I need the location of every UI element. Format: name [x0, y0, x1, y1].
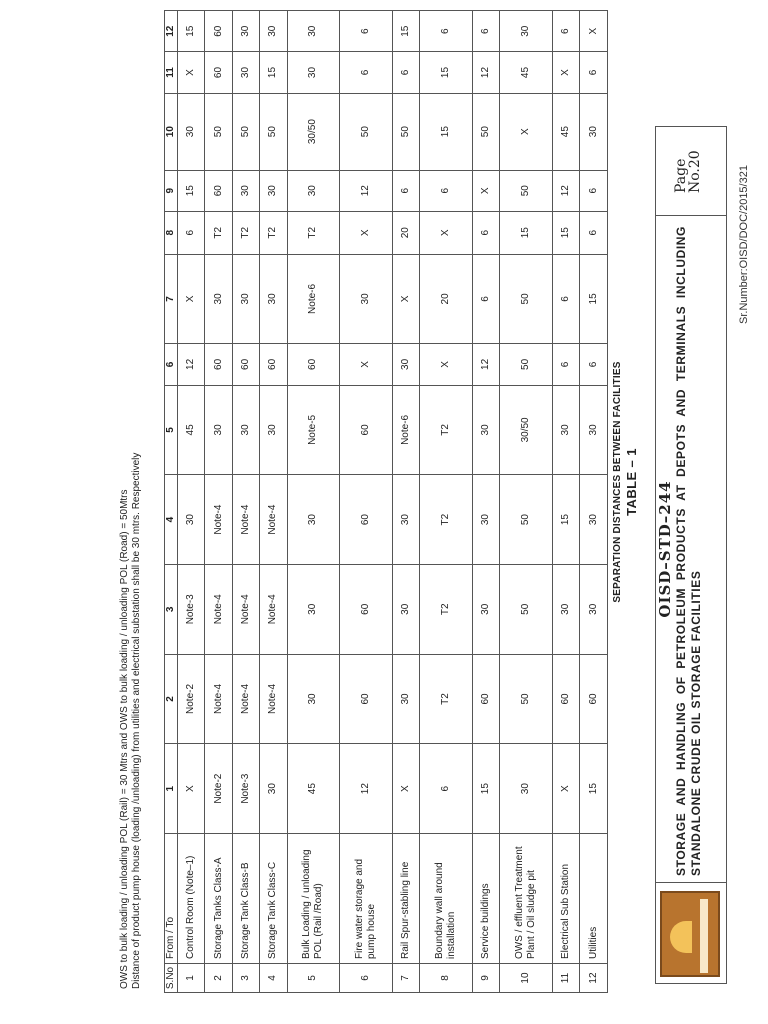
distance-cell: T2	[260, 211, 287, 254]
distance-cell: T2	[420, 475, 473, 565]
distance-cell: Note-4	[205, 654, 232, 744]
distance-cell: 60	[340, 564, 393, 654]
header-from-to: From / To	[165, 834, 178, 964]
distance-cell: 15	[420, 52, 473, 93]
distance-cell: 6	[392, 170, 419, 211]
distance-cell: Note-2	[178, 654, 205, 744]
header-col-1: 1	[165, 744, 178, 834]
distance-cell: 15	[580, 254, 608, 344]
row-facility: Rail Spur-stabling line	[392, 834, 419, 964]
distance-cell: 30	[287, 654, 340, 744]
distance-cell: 50	[500, 654, 553, 744]
distance-cell: 30	[232, 385, 259, 475]
table-row	[553, 11, 580, 993]
distance-cell: 30	[287, 52, 340, 93]
distance-cell: X	[178, 744, 205, 834]
distance-cell: 12	[553, 170, 580, 211]
distance-cell: 20	[420, 254, 473, 344]
distance-cell: 30	[580, 93, 608, 170]
distance-cell: 6	[340, 52, 393, 93]
distance-cell: 6	[580, 170, 608, 211]
distance-cell: 60	[553, 654, 580, 744]
distance-cell: 15	[392, 11, 419, 52]
distance-cell: 30	[580, 385, 608, 475]
distance-cell: X	[178, 254, 205, 344]
distance-cell: Note-3	[232, 744, 259, 834]
header-col-7: 7	[165, 254, 178, 344]
distance-cell: 6	[420, 11, 473, 52]
distance-cell: 30	[392, 654, 419, 744]
distance-cell: 50	[473, 93, 500, 170]
header-col-10: 10	[165, 93, 178, 170]
table-row	[420, 11, 473, 993]
distance-cell: 30	[287, 475, 340, 565]
distance-cell: 30	[260, 170, 287, 211]
distance-cell: Note-4	[232, 564, 259, 654]
row-facility: Storage Tank Class-B	[232, 834, 259, 964]
distance-cell: 60	[205, 52, 232, 93]
distance-cell: 60	[205, 170, 232, 211]
distance-cell: 30	[287, 170, 340, 211]
header-col-4: 4	[165, 475, 178, 565]
table-row	[392, 11, 419, 993]
row-facility: Fire water storage and pump house	[340, 834, 393, 964]
distance-cell: 30	[473, 475, 500, 565]
standard-number: OISD–STD–244	[656, 480, 674, 618]
distance-cell: Note-4	[260, 475, 287, 565]
distance-cell: 6	[553, 344, 580, 385]
distance-cell: 6	[473, 11, 500, 52]
distance-cell: 30	[178, 475, 205, 565]
distance-cell: 45	[553, 93, 580, 170]
distance-cell: X	[178, 52, 205, 93]
distance-cell: 30	[392, 344, 419, 385]
distance-cell: 30	[232, 254, 259, 344]
distance-cell: T2	[420, 654, 473, 744]
note-line: Distance of product pump house (loading /unloading) from utilities and electrical substation shall be 30 mtrs. Respectively	[131, 452, 142, 989]
distance-cell: Note-6	[392, 385, 419, 475]
row-facility: Boundary wall around installation	[420, 834, 473, 964]
distance-cell: Note-4	[232, 654, 259, 744]
row-sno: 12	[580, 964, 608, 993]
distance-cell: 30	[392, 564, 419, 654]
distance-cell: 60	[340, 385, 393, 475]
distance-cell: Note-4	[260, 564, 287, 654]
distance-cell: 30	[205, 254, 232, 344]
distance-cell: Note-4	[260, 654, 287, 744]
distance-cell: X	[500, 93, 553, 170]
distance-cell: 60	[580, 654, 608, 744]
distance-cell: 15	[178, 170, 205, 211]
row-sno: 2	[205, 964, 232, 993]
distance-cell: 60	[473, 654, 500, 744]
distance-cell: 12	[473, 52, 500, 93]
header-col-12: 12	[165, 11, 178, 52]
distance-cell: 6	[178, 211, 205, 254]
header-col-8: 8	[165, 211, 178, 254]
distance-cell: T2	[420, 385, 473, 475]
distance-cell: 30	[260, 254, 287, 344]
row-facility: Service buildings	[473, 834, 500, 964]
distance-cell: X	[392, 744, 419, 834]
distance-cell: 20	[392, 211, 419, 254]
header-col-6: 6	[165, 344, 178, 385]
page-label: Page	[673, 158, 689, 193]
distance-cell: Note-6	[287, 254, 340, 344]
distance-cell: 45	[178, 385, 205, 475]
row-facility: Bulk Loading / unloading POL (Rail /Road)	[287, 834, 340, 964]
table-title: TABLE – 1	[624, 448, 639, 516]
row-facility: Utilities	[580, 834, 608, 964]
distance-cell: X	[392, 254, 419, 344]
distance-cell: 45	[500, 52, 553, 93]
header-sno: S.No	[165, 964, 178, 993]
distance-cell: 30	[473, 385, 500, 475]
distance-cell: 60	[260, 344, 287, 385]
distance-cell: X	[553, 52, 580, 93]
header-col-11: 11	[165, 52, 178, 93]
distance-cell: 30	[340, 254, 393, 344]
distance-cell: 15	[553, 475, 580, 565]
document-header	[655, 126, 727, 984]
distance-cell: 15	[553, 211, 580, 254]
distance-cell: 50	[205, 93, 232, 170]
row-sno: 9	[473, 964, 500, 993]
distance-cell: 30	[287, 564, 340, 654]
distance-cell: 50	[500, 254, 553, 344]
distance-cell: 12	[340, 170, 393, 211]
table-row	[580, 11, 608, 993]
distance-cell: 30	[500, 11, 553, 52]
distance-cell: 50	[500, 564, 553, 654]
distance-cell: 30	[260, 744, 287, 834]
distance-cell: X	[473, 170, 500, 211]
distance-cell: 50	[500, 475, 553, 565]
distance-cell: 50	[340, 93, 393, 170]
distance-cell: 15	[580, 744, 608, 834]
table-row	[260, 11, 287, 993]
row-sno: 1	[178, 964, 205, 993]
table-row	[205, 11, 232, 993]
distance-cell: X	[580, 11, 608, 52]
distance-cell: X	[420, 211, 473, 254]
header-col-3: 3	[165, 564, 178, 654]
distance-cell: 15	[260, 52, 287, 93]
distance-cell: 50	[392, 93, 419, 170]
distance-cell: Note-4	[232, 475, 259, 565]
page-number: No.20	[687, 150, 703, 193]
header-col-5: 5	[165, 385, 178, 475]
table-subtitle: SEPARATION DISTANCES BETWEEN FACILITIES	[612, 361, 623, 603]
row-sno: 10	[500, 964, 553, 993]
row-facility: Storage Tanks Class-A	[205, 834, 232, 964]
distance-cell: T2	[420, 564, 473, 654]
distance-cell: 30	[553, 564, 580, 654]
distance-cell: X	[420, 344, 473, 385]
distance-cell: 30	[178, 93, 205, 170]
row-sno: 6	[340, 964, 393, 993]
distance-cell: 30	[260, 385, 287, 475]
oisd-logo	[656, 882, 726, 983]
table-row	[340, 11, 393, 993]
standard-title-block	[656, 215, 726, 882]
distance-cell: 60	[287, 344, 340, 385]
distance-cell: 6	[553, 11, 580, 52]
distance-cell: 50	[500, 344, 553, 385]
distance-cell: 30	[580, 564, 608, 654]
distance-cell: 30	[232, 11, 259, 52]
distance-cell: 50	[500, 170, 553, 211]
distance-cell: 30	[232, 170, 259, 211]
table-row	[178, 11, 205, 993]
distance-cell: 30	[553, 385, 580, 475]
distance-cell: 60	[340, 654, 393, 744]
distance-cell: 6	[473, 211, 500, 254]
table-header-row	[165, 11, 178, 993]
distance-cell: 60	[232, 344, 259, 385]
distance-cell: 6	[473, 254, 500, 344]
distance-cell: 50	[232, 93, 259, 170]
distance-cell: 12	[473, 344, 500, 385]
distance-cell: 30	[392, 475, 419, 565]
distance-cell: 12	[340, 744, 393, 834]
distance-cell: Note-4	[205, 564, 232, 654]
distance-cell: T2	[287, 211, 340, 254]
row-sno: 4	[260, 964, 287, 993]
header-col-2: 2	[165, 654, 178, 744]
notes	[119, 189, 143, 989]
distance-cell: 30/50	[500, 385, 553, 475]
distance-cell: X	[340, 344, 393, 385]
distance-cell: 6	[392, 52, 419, 93]
row-facility: OWS / effluent Treatment Plant / Oil sludge pit	[500, 834, 553, 964]
row-facility: Storage Tank Class-C	[260, 834, 287, 964]
distance-cell: 30	[580, 475, 608, 565]
distance-cell: 50	[260, 93, 287, 170]
distance-cell: 6	[553, 254, 580, 344]
distance-cell: 30	[260, 11, 287, 52]
distance-cell: 15	[473, 744, 500, 834]
distance-cell: 45	[287, 744, 340, 834]
distance-cell: X	[553, 744, 580, 834]
distance-cell: T2	[205, 211, 232, 254]
distance-cell: 30	[232, 52, 259, 93]
table-row	[473, 11, 500, 993]
distance-cell: 60	[205, 11, 232, 52]
row-sno: 11	[553, 964, 580, 993]
distance-cell: 30	[473, 564, 500, 654]
header-col-9: 9	[165, 170, 178, 211]
distance-cell: 30/50	[287, 93, 340, 170]
distance-cell: Note-2	[205, 744, 232, 834]
distance-cell: 60	[205, 344, 232, 385]
distance-cell: 6	[580, 52, 608, 93]
table-row	[232, 11, 259, 993]
distance-cell: 15	[420, 93, 473, 170]
distance-cell: T2	[232, 211, 259, 254]
row-sno: 3	[232, 964, 259, 993]
separation-distance-table	[164, 10, 608, 993]
row-sno: 5	[287, 964, 340, 993]
row-facility: Electrical Sub Station	[553, 834, 580, 964]
note-line: OWS to bulk loading / unloading POL (Rail) = 30 Mtrs and OWS to bulk loading / unloading POL (Road) = 50Mtrs	[119, 489, 130, 989]
distance-cell: 6	[580, 211, 608, 254]
table-row	[287, 11, 340, 993]
table-row	[500, 11, 553, 993]
distance-cell: 12	[178, 344, 205, 385]
document-serial-number: Sr.Number:OISD/DOC/2015/321	[738, 165, 750, 324]
distance-cell: 30	[500, 744, 553, 834]
distance-cell: Note-5	[287, 385, 340, 475]
distance-cell: X	[340, 211, 393, 254]
row-sno: 8	[420, 964, 473, 993]
distance-cell: 30	[205, 385, 232, 475]
distance-cell: 30	[287, 11, 340, 52]
distance-cell: 6	[580, 344, 608, 385]
distance-cell: 6	[420, 744, 473, 834]
row-facility: Control Room (Note–1)	[178, 834, 205, 964]
distance-cell: 6	[340, 11, 393, 52]
page-number-box	[656, 127, 726, 215]
distance-cell: 60	[340, 475, 393, 565]
standard-subtitle: STORAGE AND HANDLING OF PETROLEUM PRODUCTS AT DEPOTS AND TERMINALS INCLUDING STANDALONE CRUDE OIL STORAGE FACILITIES	[674, 226, 703, 876]
distance-cell: 15	[500, 211, 553, 254]
row-sno: 7	[392, 964, 419, 993]
distance-cell: Note-3	[178, 564, 205, 654]
distance-cell: 6	[420, 170, 473, 211]
distance-cell: 15	[178, 11, 205, 52]
distance-cell: Note-4	[205, 475, 232, 565]
